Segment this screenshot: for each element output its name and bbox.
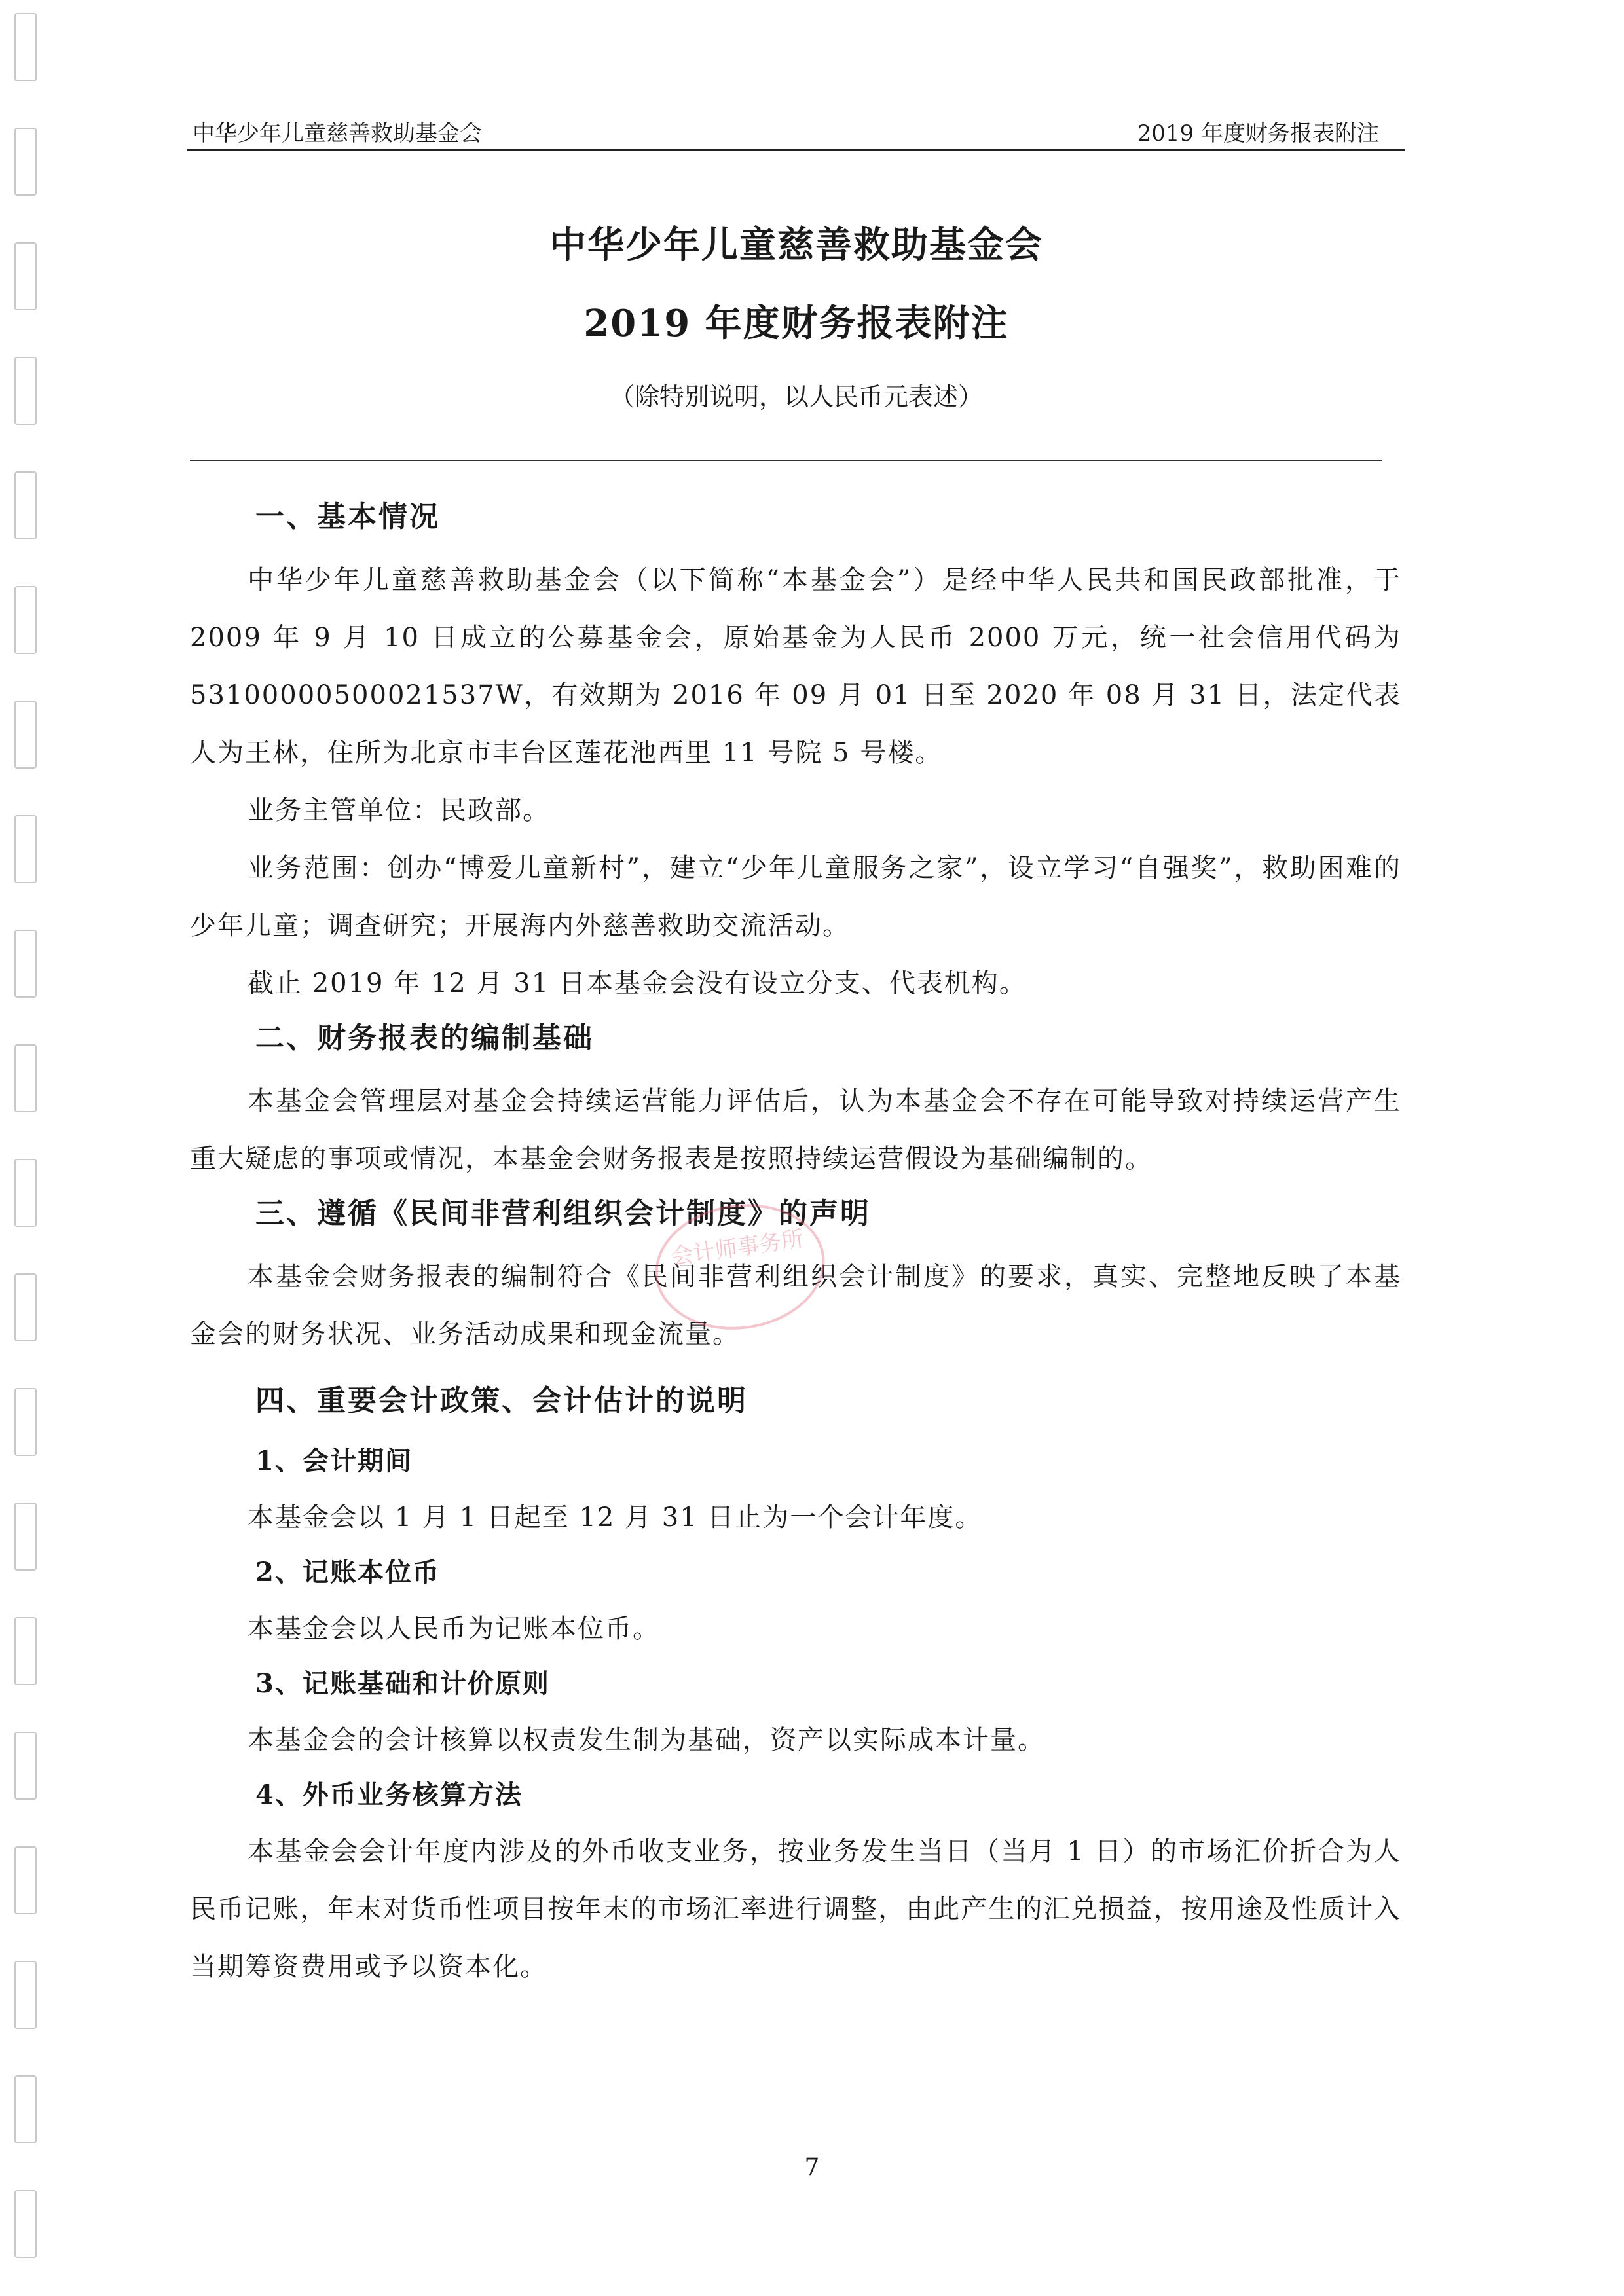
- binding-hole: [14, 13, 37, 81]
- section-heading: 二、财务报表的编制基础: [255, 1021, 594, 1055]
- title-divider: [190, 460, 1382, 461]
- binding-hole: [14, 1617, 37, 1685]
- subsection-heading: 4、外币业务核算方法: [255, 1779, 523, 1810]
- paragraph: 业务范围：创办“博爱儿童新村”，建立“少年儿童服务之家”，设立学习“自强奖”，救助困难的少年儿童；调查研究；开展海内外慈善救助交流活动。: [190, 853, 1401, 941]
- paragraph: 本基金会以 1 月 1 日起至 12 月 31 日止为一个会计年度。: [248, 1503, 983, 1533]
- subsection-heading: 2、记账本位币: [255, 1557, 440, 1588]
- binding-hole: [14, 1961, 37, 2029]
- binding-hole: [14, 1273, 37, 1341]
- stamp-text: 会计师事务所: [669, 1226, 805, 1271]
- document-title: 中华少年儿童慈善救助基金会: [549, 223, 1043, 266]
- paragraph: 截止 2019 年 12 月 31 日本基金会没有设立分支、代表机构。: [248, 968, 1027, 998]
- paragraph: 本基金会管理层对基金会持续运营能力评估后，认为本基金会不存在可能导致对持续运营产生重大疑虑的事项或情况，本基金会财务报表是按照持续运营假设为基础编制的。: [190, 1086, 1401, 1174]
- paragraph: 业务主管单位：民政部。: [248, 795, 550, 826]
- binding-hole: [14, 701, 37, 769]
- binding-hole: [14, 586, 37, 654]
- binding-hole: [14, 1159, 37, 1227]
- header-org: 中华少年儿童慈善救助基金会: [193, 120, 482, 147]
- subsection-heading: 3、记账基础和计价原则: [255, 1668, 550, 1699]
- subsection-heading: 1、会计期间: [255, 1446, 413, 1476]
- page-number: 7: [804, 2154, 820, 2181]
- binding-hole: [14, 1846, 37, 1914]
- binding-holes: [14, 13, 43, 2278]
- section-heading: 四、重要会计政策、会计估计的说明: [255, 1384, 748, 1417]
- binding-hole: [14, 930, 37, 998]
- binding-hole: [14, 815, 37, 883]
- running-header: [187, 110, 1405, 151]
- binding-hole: [14, 357, 37, 425]
- currency-note: （除特别说明，以人民币元表述）: [609, 382, 983, 411]
- paragraph: 本基金会会计年度内涉及的外币收支业务，按业务发生当日（当月 1 日）的市场汇价折合为人民币记账，年末对货币性项目按年末的市场汇率进行调整，由此产生的汇兑损益，按用途及性质计入当期筹资费用或予以资本化。: [190, 1836, 1401, 1982]
- header-report: 2019 年度财务报表附注: [1137, 120, 1379, 147]
- document-subtitle: 2019 年度财务报表附注: [583, 302, 1009, 345]
- binding-hole: [14, 242, 37, 310]
- binding-hole: [14, 1732, 37, 1800]
- paragraph: 本基金会财务报表的编制符合《民间非营利组织会计制度》的要求，真实、完整地反映了本基金会的财务状况、业务活动成果和现金流量。: [190, 1262, 1401, 1349]
- binding-hole: [14, 128, 37, 196]
- binding-hole: [14, 2075, 37, 2143]
- paragraph: 本基金会的会计核算以权责发生制为基础，资产以实际成本计量。: [248, 1725, 1045, 1755]
- binding-hole: [14, 471, 37, 539]
- section-heading: 一、基本情况: [255, 500, 440, 534]
- binding-hole: [14, 1388, 37, 1456]
- section-heading: 三、遵循《民间非营利组织会计制度》的声明: [255, 1197, 871, 1230]
- binding-hole: [14, 1503, 37, 1571]
- paragraph: 本基金会以人民币为记账本位币。: [248, 1614, 660, 1644]
- binding-hole: [14, 1044, 37, 1112]
- binding-hole: [14, 2190, 37, 2258]
- paragraph: 中华少年儿童慈善救助基金会（以下简称“本基金会”）是经中华人民共和国民政部批准，于 2009 年 9 月 10 日成立的公募基金会，原始基金为人民币 2000 万元，统一社会信用代码为 53100000500021537W，有效期为 2016 年 09 月 01 日至 2020 年 08 月 31 日，法定代表人为王林，住所为北京市丰台区莲花池西里 11 号院 5 号楼。: [190, 565, 1401, 768]
